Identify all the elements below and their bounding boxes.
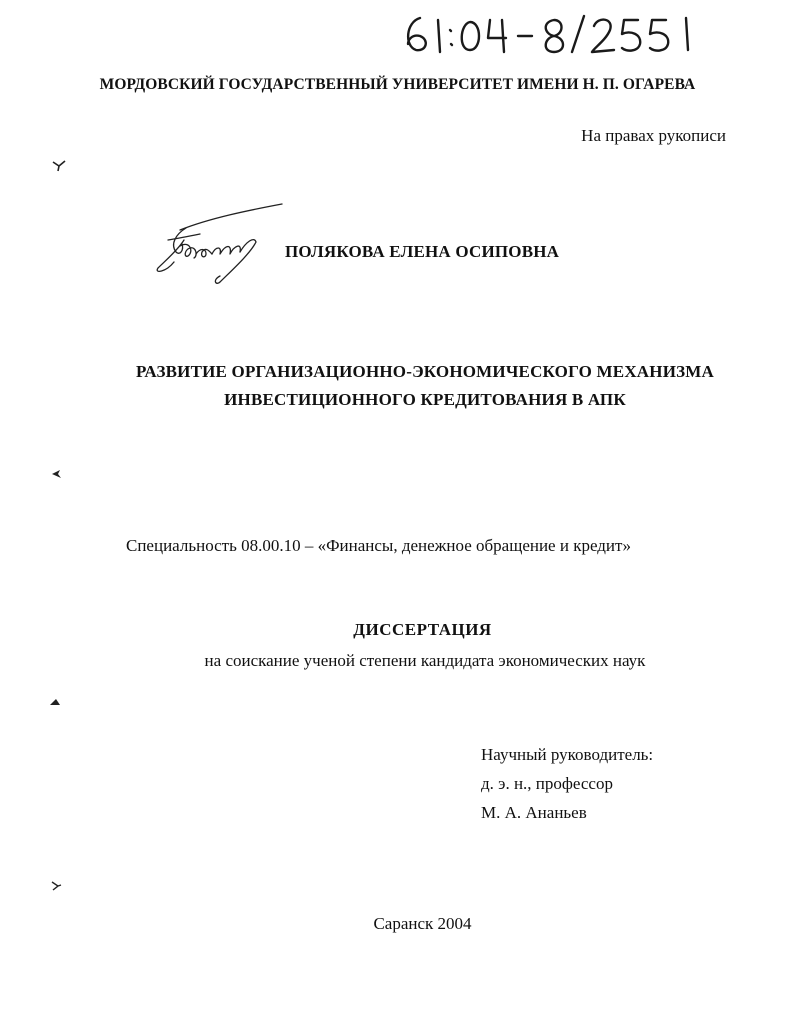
supervisor-heading: Научный руководитель: [481, 745, 654, 764]
dissertation-title [0, 358, 795, 414]
handwritten-archive-number [398, 8, 698, 58]
city-year: Саранск 2004 [373, 914, 472, 933]
title-line: ИНВЕСТИЦИОННОГО КРЕДИТОВАНИЯ В АПК [224, 390, 626, 409]
university-name: МОРДОВСКИЙ ГОСУДАРСТВЕННЫЙ УНИВЕРСИТЕТ ИМЕНИ Н. П. ОГАРЕВА [99, 76, 696, 93]
specialty: Специальность 08.00.10 – «Финансы, денежное обращение и кредит» [126, 536, 631, 555]
title-line: РАЗВИТИЕ ОРГАНИЗАЦИОННО-ЭКОНОМИЧЕСКОГО МЕХАНИЗМА [135, 362, 715, 381]
author-name: ПОЛЯКОВА ЕЛЕНА ОСИПОВНА [285, 242, 560, 261]
document-type: ДИССЕРТАЦИЯ [353, 620, 492, 639]
margin-mark-icon [52, 160, 66, 172]
supervisor-name: М. А. Ананьев [481, 803, 587, 822]
degree-note: на соискание ученой степени кандидата экономических наук [204, 651, 646, 670]
margin-mark-icon [48, 697, 62, 707]
margin-mark-icon [50, 880, 62, 892]
margin-mark-icon [50, 468, 64, 480]
supervisor-block [481, 740, 653, 827]
rights-note: На правах рукописи [581, 126, 726, 145]
supervisor-degree: д. э. н., профессор [481, 774, 613, 793]
handwritten-signature [150, 200, 290, 290]
